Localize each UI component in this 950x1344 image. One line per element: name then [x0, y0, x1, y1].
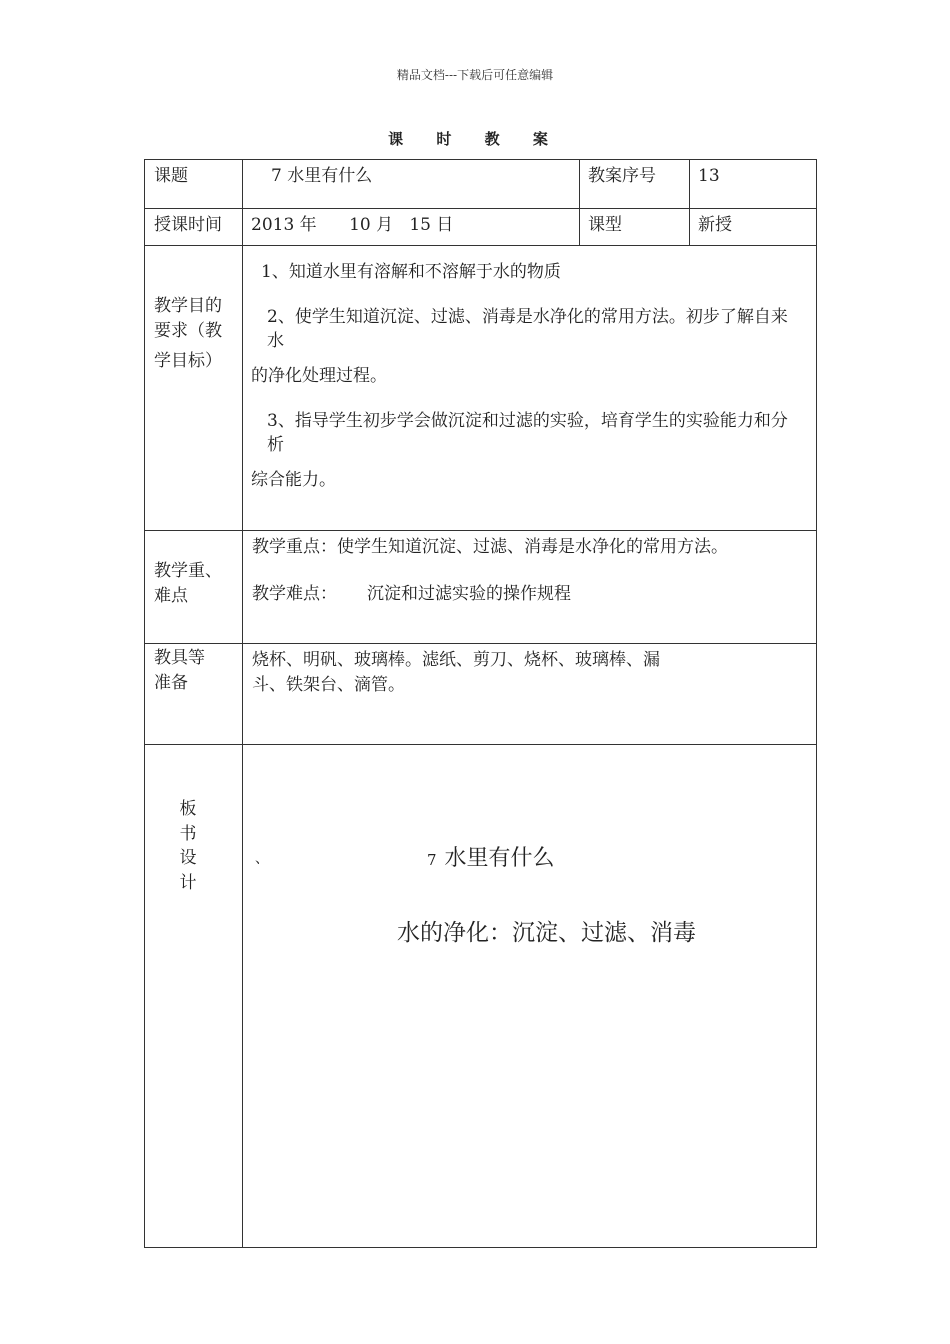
goal-item-2-cont: 的净化处理过程。	[251, 365, 387, 386]
keys-label-line2: 难点	[154, 585, 188, 606]
row-goals	[145, 246, 817, 531]
tools-content	[243, 644, 817, 745]
row-topic	[145, 160, 817, 209]
row-time	[145, 209, 817, 246]
difficulty-label: 教学难点：	[252, 583, 337, 604]
row-board	[145, 745, 817, 1248]
goals-label-line3: 学目标）	[154, 351, 222, 372]
type-label: 课型	[580, 209, 690, 246]
board-label-char: 设	[179, 848, 197, 869]
goals-label	[145, 246, 243, 531]
document-title: 课 时 教 案	[388, 130, 562, 148]
board-label-char: 板	[179, 799, 197, 819]
tools-line2: 斗、铁架台、滴管。	[252, 674, 405, 695]
board-mark: 、	[255, 851, 269, 867]
goal-item-1: 1、知道水里有溶解和不溶解于水的物质	[261, 262, 561, 282]
row-key-points	[145, 531, 817, 644]
keys-label	[145, 531, 243, 644]
keys-label-line1: 教学重、	[154, 561, 222, 581]
goal-item-2: 2、使学生知道沉淀、过滤、消毒是水净化的常用方法。初步了解自来水	[267, 306, 788, 352]
topic-label: 课题	[145, 160, 243, 209]
tools-line1: 烧杯、明矾、玻璃棒。滤纸、剪刀、烧杯、玻璃棒、漏	[252, 650, 660, 670]
goal-item-3-cont: 综合能力。	[251, 469, 336, 490]
keys-content	[243, 531, 817, 644]
goals-label-line2: 要求（教	[154, 320, 222, 341]
board-title-number: 7	[427, 851, 437, 869]
difficulty-value: 沉淀和过滤实验的操作规程	[367, 583, 571, 604]
board-label-vertical	[177, 797, 199, 896]
board-title-text: 水里有什么	[444, 846, 555, 871]
time-value: 2013 年 10 月 15 日	[243, 209, 580, 246]
board-line: 水的净化：沉淀、过滤、消毒	[397, 920, 696, 946]
board-label	[145, 745, 243, 1248]
tools-label	[145, 644, 243, 745]
time-label: 授课时间	[145, 209, 243, 246]
tools-label-line2: 准备	[154, 672, 188, 693]
board-label-char: 计	[179, 872, 197, 893]
board-content	[243, 745, 817, 1248]
goals-label-line1: 教学目的	[154, 296, 222, 316]
board-label-char: 书	[179, 823, 197, 844]
lesson-plan-table	[144, 159, 817, 1248]
serial-value: 13	[690, 160, 817, 209]
board-title	[427, 843, 555, 875]
topic-value: 7 水里有什么	[243, 160, 580, 209]
goals-content	[243, 246, 817, 531]
difficulty-line	[252, 582, 816, 607]
row-tools	[145, 644, 817, 745]
key-point: 教学重点：使学生知道沉淀、过滤、消毒是水净化的常用方法。	[252, 537, 728, 557]
tools-label-line1: 教具等	[154, 648, 205, 668]
goal-item-3: 3、指导学生初步学会做沉淀和过滤的实验，培育学生的实验能力和分析	[267, 410, 788, 456]
type-value: 新授	[690, 209, 817, 246]
serial-label: 教案序号	[580, 160, 690, 209]
header-note: 精品文档---下载后可任意编辑	[396, 68, 554, 82]
